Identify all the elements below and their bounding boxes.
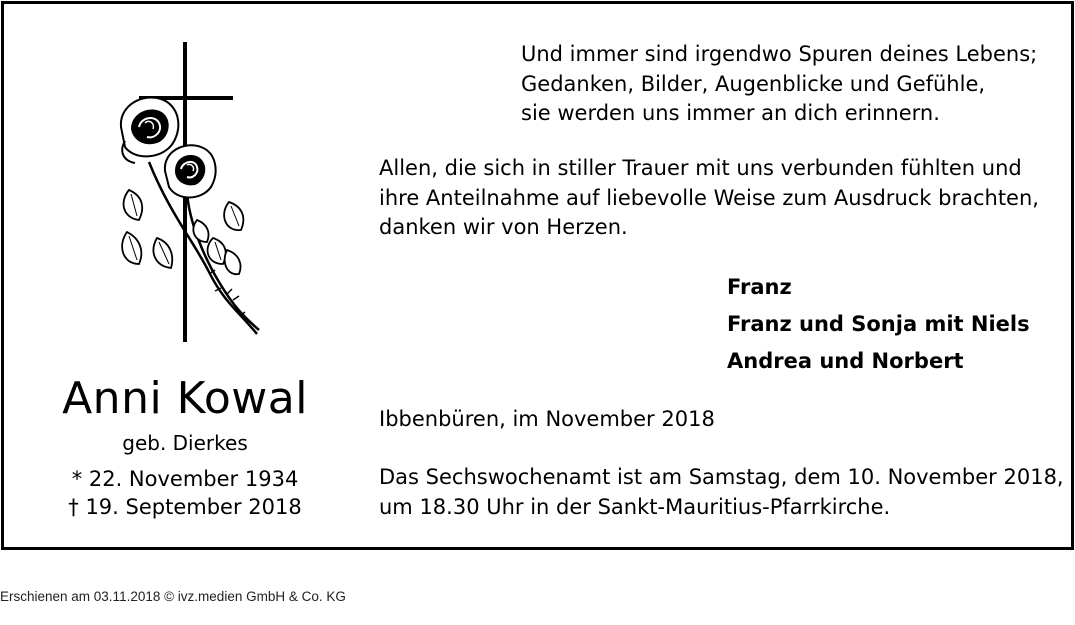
place-and-date: Ibbenbüren, im November 2018: [379, 407, 715, 431]
poem-line: sie werden uns immer an dich erinnern.: [521, 101, 940, 125]
thanks-line: Allen, die sich in stiller Trauer mit uns verbunden fühlten und: [379, 156, 1022, 180]
publication-footer: Erschienen am 03.11.2018 © ivz.medien GmbH & Co. KG: [0, 589, 346, 604]
deceased-name: Anni Kowal: [62, 373, 308, 424]
mourner-name: Andrea und Norbert: [727, 349, 964, 373]
poem-line: Gedanken, Bilder, Augenblicke und Gefühle,: [521, 71, 986, 96]
birth-date: * 22. November 1934: [71, 467, 299, 491]
cross-with-roses-icon: [109, 42, 269, 344]
thanks-line: danken wir von Herzen.: [379, 215, 628, 239]
memorial-poem: [521, 40, 1041, 129]
service-line: Das Sechswochenamt ist am Samstag, dem 10. November 2018,: [379, 465, 1064, 489]
maiden-name: geb. Dierkes: [122, 431, 248, 455]
mourner-name: Franz und Sonja mit Niels: [727, 312, 1030, 336]
mourner-name: Franz: [727, 275, 792, 299]
life-dates: [24, 465, 346, 521]
mourners-list: [727, 269, 1057, 380]
thanks-line: ihre Anteilnahme auf liebevolle Weise zum Ausdruck brachten,: [379, 185, 1039, 210]
death-date: † 19. September 2018: [68, 495, 302, 519]
thanks-paragraph: [379, 154, 1039, 243]
service-line: um 18.30 Uhr in der Sankt-Mauritius-Pfarrkirche.: [379, 494, 891, 519]
poem-line: Und immer sind irgendwo Spuren deines Lebens;: [521, 42, 1038, 66]
service-announcement: [379, 463, 1064, 522]
obituary-notice: [1, 1, 1074, 550]
